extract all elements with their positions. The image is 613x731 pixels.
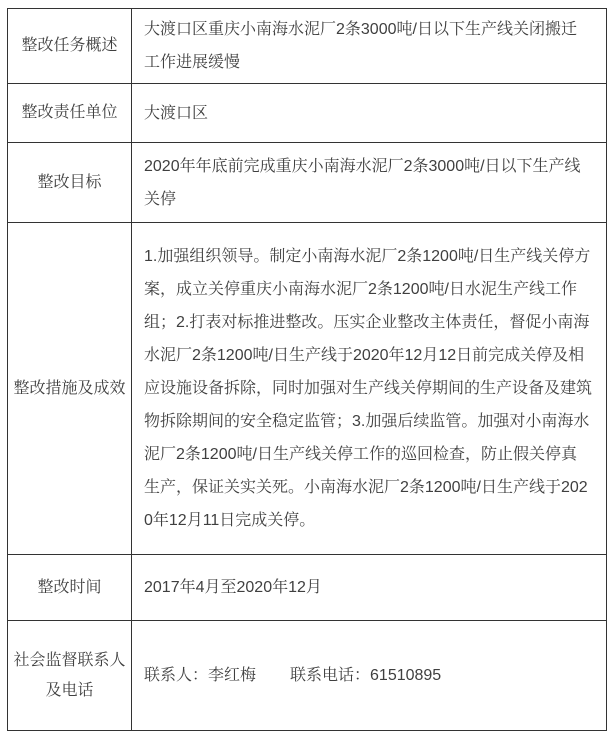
task-summary-label: 整改任务概述 [8, 9, 132, 84]
rectification-info-table [7, 8, 607, 731]
contact-phone: 联系电话：61510895 [290, 667, 442, 684]
row-goal [8, 143, 607, 223]
row-responsible-unit [8, 84, 607, 143]
row-task-summary [8, 9, 607, 84]
measures-content: 1.加强组织领导。制定小南海水泥厂2条1200吨/日生产线关停方案，成立关停重庆小南海水泥厂2条1200吨/日水泥生产线工作组；2.打表对标推进整改。压实企业整改主体责任，督促小南海水泥厂2条1200吨/日生产线于2020年12月12日前完成关停及相应设施设备拆除，同时加强对生产线关停期间的生产设备及建筑物拆除期间的安全稳定监管；3.加强后续监管。加强对小南海水泥厂2条1200吨/日生产线关停工作的巡回检查，防止假关停真生产，保证关实关死。小南海水泥厂2条1200吨/日生产线于2020年12月11日完成关停。 [132, 223, 607, 555]
time-content: 2017年4月至2020年12月 [132, 555, 607, 621]
responsible-unit-label: 整改责任单位 [8, 84, 132, 143]
responsible-unit-content: 大渡口区 [132, 84, 607, 143]
row-measures [8, 223, 607, 555]
task-summary-content: 大渡口区重庆小南海水泥厂2条3000吨/日以下生产线关闭搬迁工作进展缓慢 [132, 9, 607, 84]
contact-label: 社会监督联系人及电话 [8, 621, 132, 731]
contact-content [132, 621, 607, 731]
goal-label: 整改目标 [8, 143, 132, 223]
goal-content: 2020年年底前完成重庆小南海水泥厂2条3000吨/日以下生产线关停 [132, 143, 607, 223]
measures-label: 整改措施及成效 [8, 223, 132, 555]
contact-person: 联系人：李红梅 [144, 667, 257, 684]
row-contact [8, 621, 607, 731]
time-label: 整改时间 [8, 555, 132, 621]
row-time [8, 555, 607, 621]
